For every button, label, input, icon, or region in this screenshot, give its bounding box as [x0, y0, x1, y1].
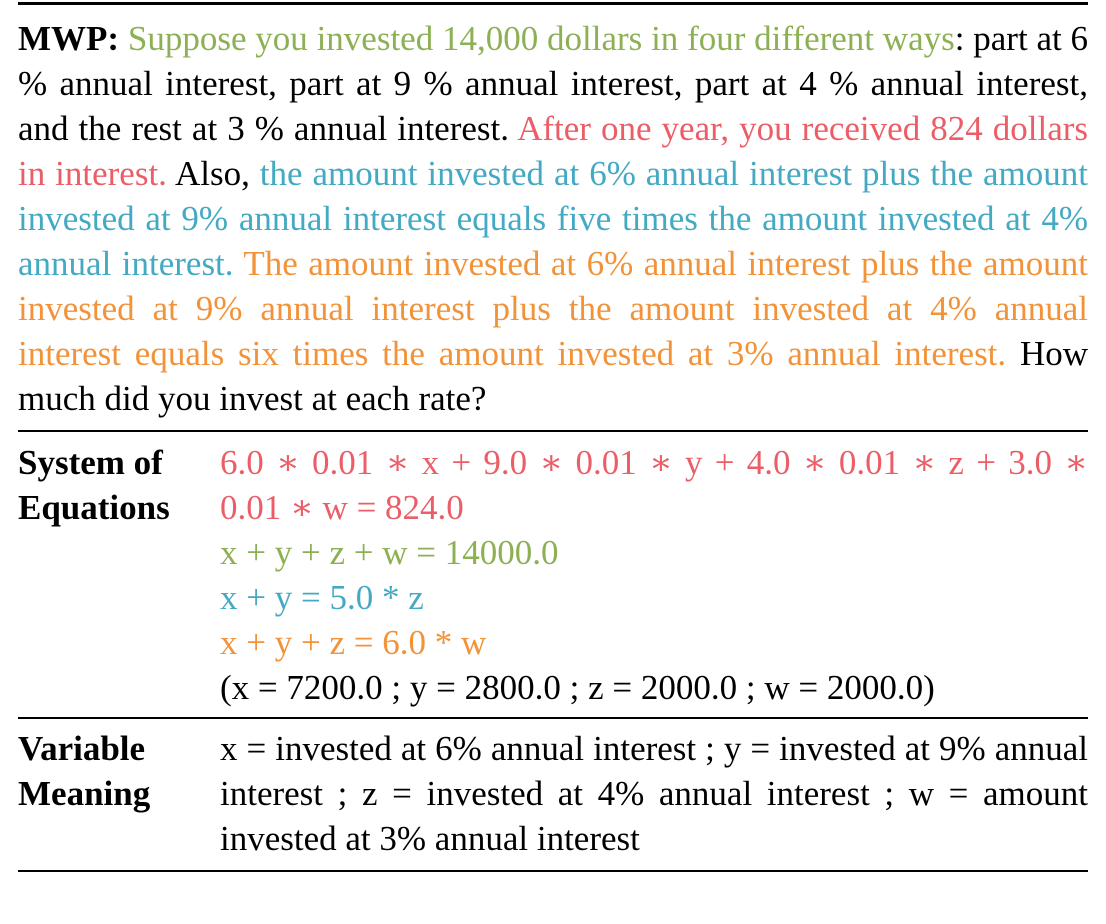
- mwp-premise-plain: : part at 6 % annual interest, part at 9 % annual interest, part at 4 % annual interest, and the rest at 3 % annual interest.: [18, 19, 1089, 148]
- equation-total: x + y + z + w = 14000.0: [220, 533, 559, 572]
- mwp-table: [18, 2, 1088, 872]
- equations-content: [220, 440, 1088, 710]
- equations-label: System of Equations: [18, 443, 170, 527]
- mwp-condition-blue: the amount invested at 6% annual interest plus the amount invested at 9% annual interest equals five times the amount invested at 4% annual interest.: [18, 154, 1088, 283]
- variables-content: x = invested at 6% annual interest ; y = invested at 9% annual interest ; z = invested at 4% annual interest ; w = amount invested at 3% annual interest: [220, 729, 1088, 858]
- mwp-label: MWP:: [18, 19, 120, 58]
- variables-label: Variable Meaning: [18, 729, 151, 813]
- mwp-problem: [18, 5, 1088, 432]
- equation-six-times: x + y + z = 6.0 * w: [220, 623, 487, 662]
- variables-row: [18, 719, 1088, 870]
- equation-five-times: x + y = 5.0 * z: [220, 578, 424, 617]
- mwp-condition-red: After one year, you received 824 dollars in interest.: [18, 109, 1089, 193]
- mwp-question: How much did you invest at each rate?: [18, 334, 1089, 418]
- equation-interest: 6.0 ∗ 0.01 ∗ x + 9.0 ∗ 0.01 ∗ y + 4.0 ∗ 0.01 ∗ z + 3.0 ∗ 0.01 ∗ w = 824.0: [220, 443, 1088, 527]
- equations-row: [18, 432, 1088, 719]
- mwp-connector: Also,: [174, 154, 250, 193]
- mwp-premise-green: Suppose you invested 14,000 dollars in four different ways: [127, 19, 955, 58]
- mwp-condition-orange: The amount invested at 6% annual interest plus the amount invested at 9% annual interest plus the amount invested at 4% annual interest equals six times the amount invested at 3% annual interest.: [18, 244, 1088, 373]
- equation-solution: (x = 7200.0 ; y = 2800.0 ; z = 2000.0 ; w = 2000.0): [220, 668, 935, 707]
